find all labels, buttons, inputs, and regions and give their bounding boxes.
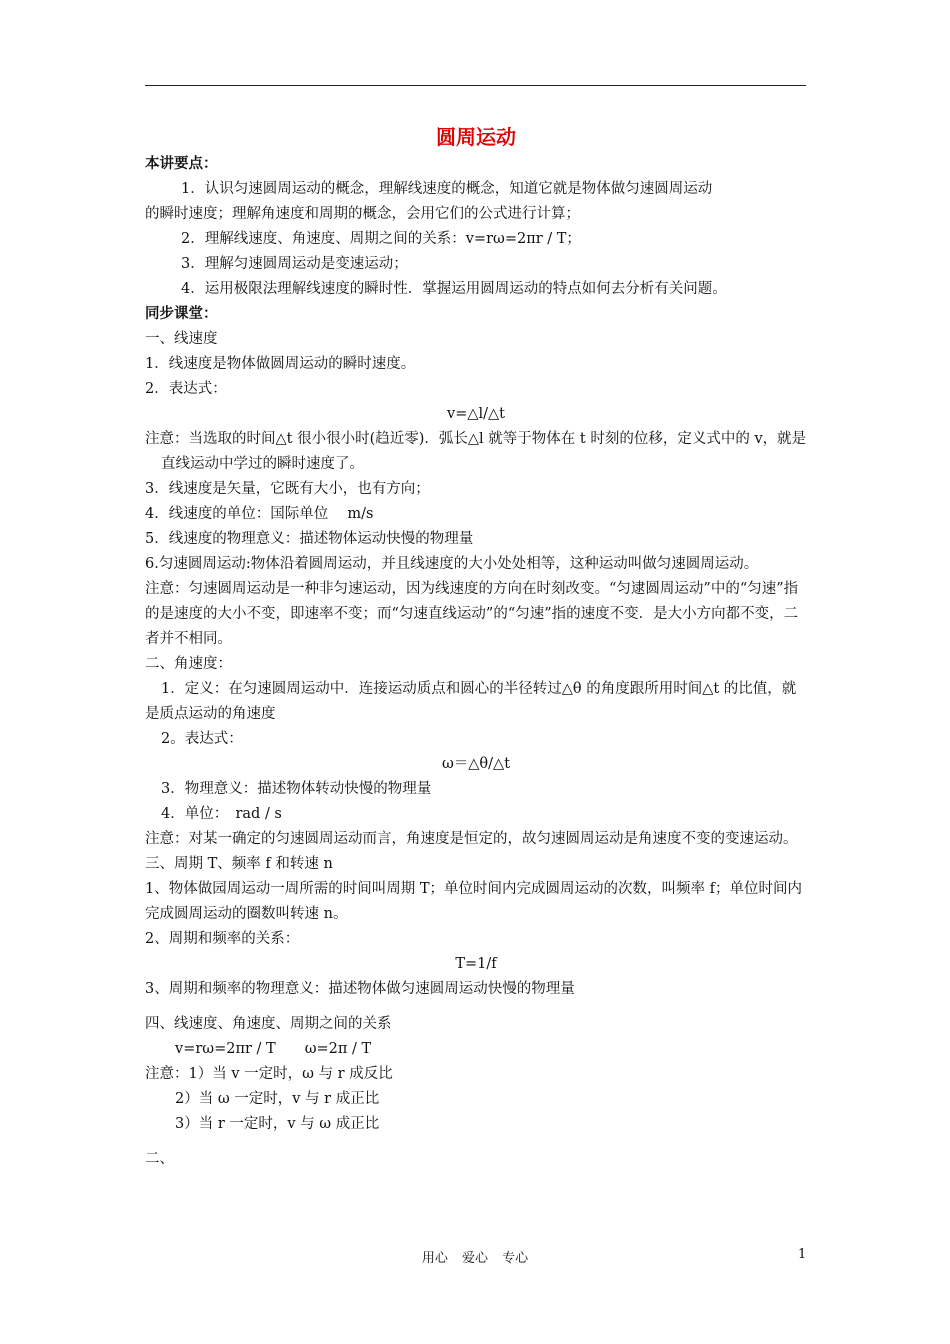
section-4-heading: 四、线速度、角速度、周期之间的关系 bbox=[145, 1016, 392, 1032]
section-2-heading: 二、角速度： bbox=[145, 656, 232, 672]
s1-para-3: 3．线速度是矢量，它既有大小，也有方向； bbox=[145, 481, 430, 497]
s3-para-1: 1、物体做园周运动一周所需的时间叫周期 T；单位时间内完成圆周运动的次数，叫频率 f；单位时间内完成圆周运动的圈数叫转速 n。 bbox=[145, 881, 802, 922]
s2-note: 注意：对某一确定的匀速圆周运动而言，角速度是恒定的，故匀速圆周运动是角速度不变的变速运动。 bbox=[145, 831, 798, 847]
key-point-3: 3．理解匀速圆周运动是变速运动； bbox=[181, 256, 408, 272]
spacer bbox=[145, 1002, 807, 1012]
s2-para-2: 2。表达式： bbox=[161, 731, 243, 747]
s1-para-4: 4．线速度的单位：国际单位 m/s bbox=[145, 506, 374, 522]
header-rule bbox=[145, 85, 806, 86]
page-title: 圆周运动 bbox=[436, 125, 516, 149]
s3-para-2: 2、周期和频率的关系： bbox=[145, 931, 300, 947]
s2-para-4: 4．单位： rad / s bbox=[161, 806, 282, 822]
key-point-4: 4．运用极限法理解线速度的瞬时性．掌握运用圆周运动的特点如何去分析有关问题。 bbox=[181, 281, 727, 297]
s3-para-3: 3、周期和频率的物理意义：描述物体做匀速圆周运动快慢的物理量 bbox=[145, 981, 575, 997]
s3-formula: T=1/f bbox=[455, 956, 497, 972]
s4-note-3: 3）当 r 一定时，v 与 ω 成正比 bbox=[175, 1116, 380, 1132]
s4-note-1: 注意：1）当 v 一定时，ω 与 r 成反比 bbox=[145, 1066, 393, 1082]
s1-note: 注意：当选取的时间△t 很小很小时(趋近零)．弧长△l 就等于物体在 t 时刻的位移，定义式中的 v，就是直线运动中学过的瞬时速度了。 bbox=[145, 431, 807, 472]
s1-formula: v=△l/△t bbox=[447, 406, 505, 422]
s2-formula: ω＝△θ/△t bbox=[441, 756, 511, 772]
s1-para-5: 5．线速度的物理意义：描述物体运动快慢的物理量 bbox=[145, 531, 474, 547]
spacer-2 bbox=[145, 1137, 807, 1147]
s1-para-1: 1．线速度是物体做圆周运动的瞬时速度。 bbox=[145, 356, 416, 372]
s1-note-2: 注意：匀速圆周运动是一种非匀速运动，因为线速度的方向在时刻改变。“匀逮圆周运动”中的“匀速”指的是速度的大小不变，即速率不变；而“匀速直线运动”的“匀速”指的速度不变．是大小方向都不变，二者并不相同。 bbox=[145, 581, 799, 647]
s1-para-6: 6.匀速圆周运动:物体沿着圆周运动，并且线速度的大小处处相等，这种运动叫做匀速圆周运动。 bbox=[145, 556, 759, 572]
document-body bbox=[145, 122, 807, 1172]
key-points-heading: 本讲要点： bbox=[145, 156, 218, 172]
section-1-heading: 一、线速度 bbox=[145, 331, 218, 347]
s1-para-2: 2．表达式： bbox=[145, 381, 227, 397]
section-3-heading: 三、周期 T、频率 f 和转速 n bbox=[145, 856, 333, 872]
footer-motto: 用心 爱心 专心 bbox=[421, 1251, 529, 1266]
s4-formula: v=rω=2πr / T ω=2π / T bbox=[175, 1041, 372, 1057]
page-number: 1 bbox=[798, 1247, 807, 1262]
section-5-heading: 二、 bbox=[145, 1151, 174, 1167]
key-point-1a: 1．认识匀速圆周运动的概念，理解线速度的概念，知道它就是物体做匀速圆周运动 bbox=[181, 181, 713, 197]
key-point-2: 2．理解线速度、角速度、周期之间的关系：v=rω=2πr / T； bbox=[181, 231, 581, 247]
s2-para-1-text: 1．定义：在匀速圆周运动中．连接运动质点和圆心的半径转过△θ 的角度跟所用时间△t 的比值，就是质点运动的角速度 bbox=[145, 681, 797, 722]
s4-note-2: 2）当 ω 一定时，v 与 r 成正比 bbox=[175, 1091, 380, 1107]
s2-para-1 bbox=[145, 677, 807, 727]
sync-heading: 同步课堂： bbox=[145, 306, 218, 322]
s2-para-3: 3．物理意义：描述物体转动快慢的物理量 bbox=[161, 781, 432, 797]
key-point-1b: 的瞬时速度；理解角速度和周期的概念，会用它们的公式进行计算； bbox=[145, 206, 580, 222]
